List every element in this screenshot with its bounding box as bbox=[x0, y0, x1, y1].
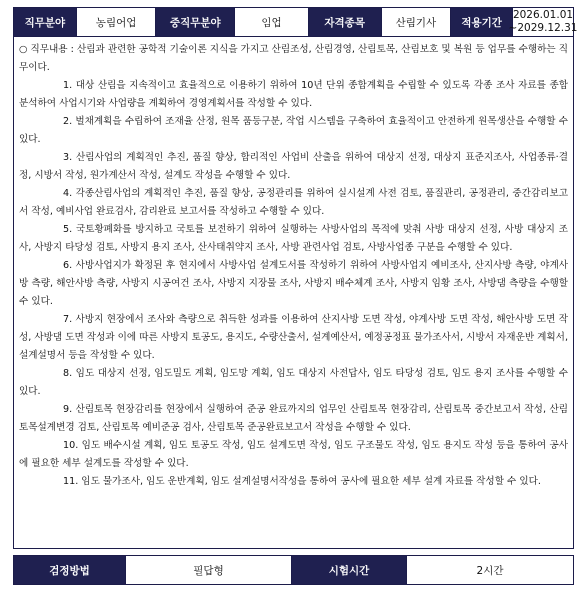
list-item: 11. 임도 물가조사, 임도 운반계획, 임도 설계설명서작성을 통하여 공사에 필요한 세부 설계 자료를 작성할 수 있다. bbox=[63, 476, 541, 487]
list-item: 8. 임도 대상지 선정, 임도밀도 계획, 임도망 계획, 임도 대상지 사전답사, 임도 타당성 검토, 임도 용지 조사를 수행할 수 있다. bbox=[19, 368, 568, 397]
period-start: 2026.01.01 bbox=[512, 9, 574, 21]
period-value bbox=[508, 8, 578, 36]
method-value: 필답형 bbox=[126, 556, 292, 584]
period-end: ~2029.12.31 bbox=[508, 22, 578, 34]
job-description-lead: ○ 직무내용 : 산림과 관련한 공학적 기술이론 지식을 가지고 산림조성, 산림경영, 산림토목, 산림보호 및 복원 등 업무를 수행하는 직무이다. bbox=[19, 44, 568, 73]
field-label: 직무분야 bbox=[14, 8, 77, 36]
list-item: 5. 국토황폐화를 방지하고 국토를 보전하기 위하여 실행하는 사방사업의 목적에 맞춰 사방 대상지 선정, 사방 대상지 조사, 사방지 타당성 검토, 사방지 용지 조사, 산사태취약지 조사, 사방 관련사업 검토, 사방사업종 구분을 수행할 수 있다. bbox=[19, 224, 568, 253]
list-item: 3. 산림사업의 계획적인 추진, 품질 향상, 합리적인 사업비 산출을 위하여 대상지 선정, 대상지 표준지조사, 사업종류·결정, 시방서 작성, 원가계산서 작성, 설계도 작성을 수행할 수 있다. bbox=[19, 152, 568, 181]
list-item: 2. 벌채계획을 수립하여 조재율 산정, 원목 품등구분, 작업 시스템을 구축하여 효율적이고 안전하게 원목생산을 수행할 수 있다. bbox=[19, 116, 568, 145]
list-item: 4. 각종산림사업의 계획적인 추진, 품질 향상, 공정관리를 위하여 실시설계 사전 검토, 품질관리, 공정관리, 중간감리보고서 작성, 예비사업 완료검사, 감리완료 보고서를 작성하고 수행할 수 있다. bbox=[19, 188, 568, 217]
cert-label: 자격종목 bbox=[309, 8, 382, 36]
footer-table bbox=[13, 555, 574, 585]
period-label: 적용기간 bbox=[451, 8, 513, 36]
time-label: 시험시간 bbox=[292, 556, 407, 584]
list-item: 10. 임도 배수시설 계획, 임도 토공도 작성, 임도 설계도면 작성, 임도 구조물도 작성, 임도 용지도 작성 등을 통하여 공사에 필요한 세부 설계도를 작성할 수 있다. bbox=[19, 440, 568, 469]
cert-value: 산림기사 bbox=[382, 8, 452, 36]
method-label: 검정방법 bbox=[14, 556, 126, 584]
list-item: 1. 대상 산림을 지속적이고 효율적으로 이용하기 위하여 10년 단위 종합계획을 수립할 수 있도록 각종 조사 자료를 종합 분석하여 사업시기와 사업량을 계획하여 경영계획서를 작성할 수 있다. bbox=[19, 80, 568, 109]
list-item: 6. 사방사업지가 확정된 후 현지에서 사방사업 설계도서를 작성하기 위하여 사방사업지 예비조사, 산지사방 측량, 야계사방 측량, 해안사방 측량, 사방지 시공여건 조사, 사방지 지장물 조사, 사방지 배수체계 조사, 사방지 임황 조사, 사방댐 측량을 수행할 수 있다. bbox=[19, 260, 568, 307]
subfield-value: 임업 bbox=[235, 8, 309, 36]
list-item: 9. 산림토목 현장감리를 현장에서 실행하여 준공 완료까지의 업무인 산림토목 현장감리, 산림토목 중간보고서 작성, 산림토목설계변경 검토, 산림토목 예비준공 검사, 산림토목 준공완료보고서 작성을 수행할 수 있다. bbox=[19, 404, 568, 433]
job-description bbox=[13, 37, 574, 549]
header-table bbox=[13, 7, 578, 37]
subfield-label: 중직무분야 bbox=[156, 8, 235, 36]
time-value: 2시간 bbox=[407, 556, 573, 584]
list-item: 7. 사방지 현장에서 조사와 측량으로 취득한 성과를 이용하여 산지사방 도면 작성, 야계사방 도면 작성, 해안사방 도면 작성, 사방댐 도면 작성과 이에 따른 사방지 토공도, 용지도, 수량산출서, 설계예산서, 예정공정표 물가조사서, 시방서 자재운반 계획서, 설계설명서 등을 작성할 수 있다. bbox=[19, 314, 569, 361]
field-value: 농림어업 bbox=[77, 8, 157, 36]
